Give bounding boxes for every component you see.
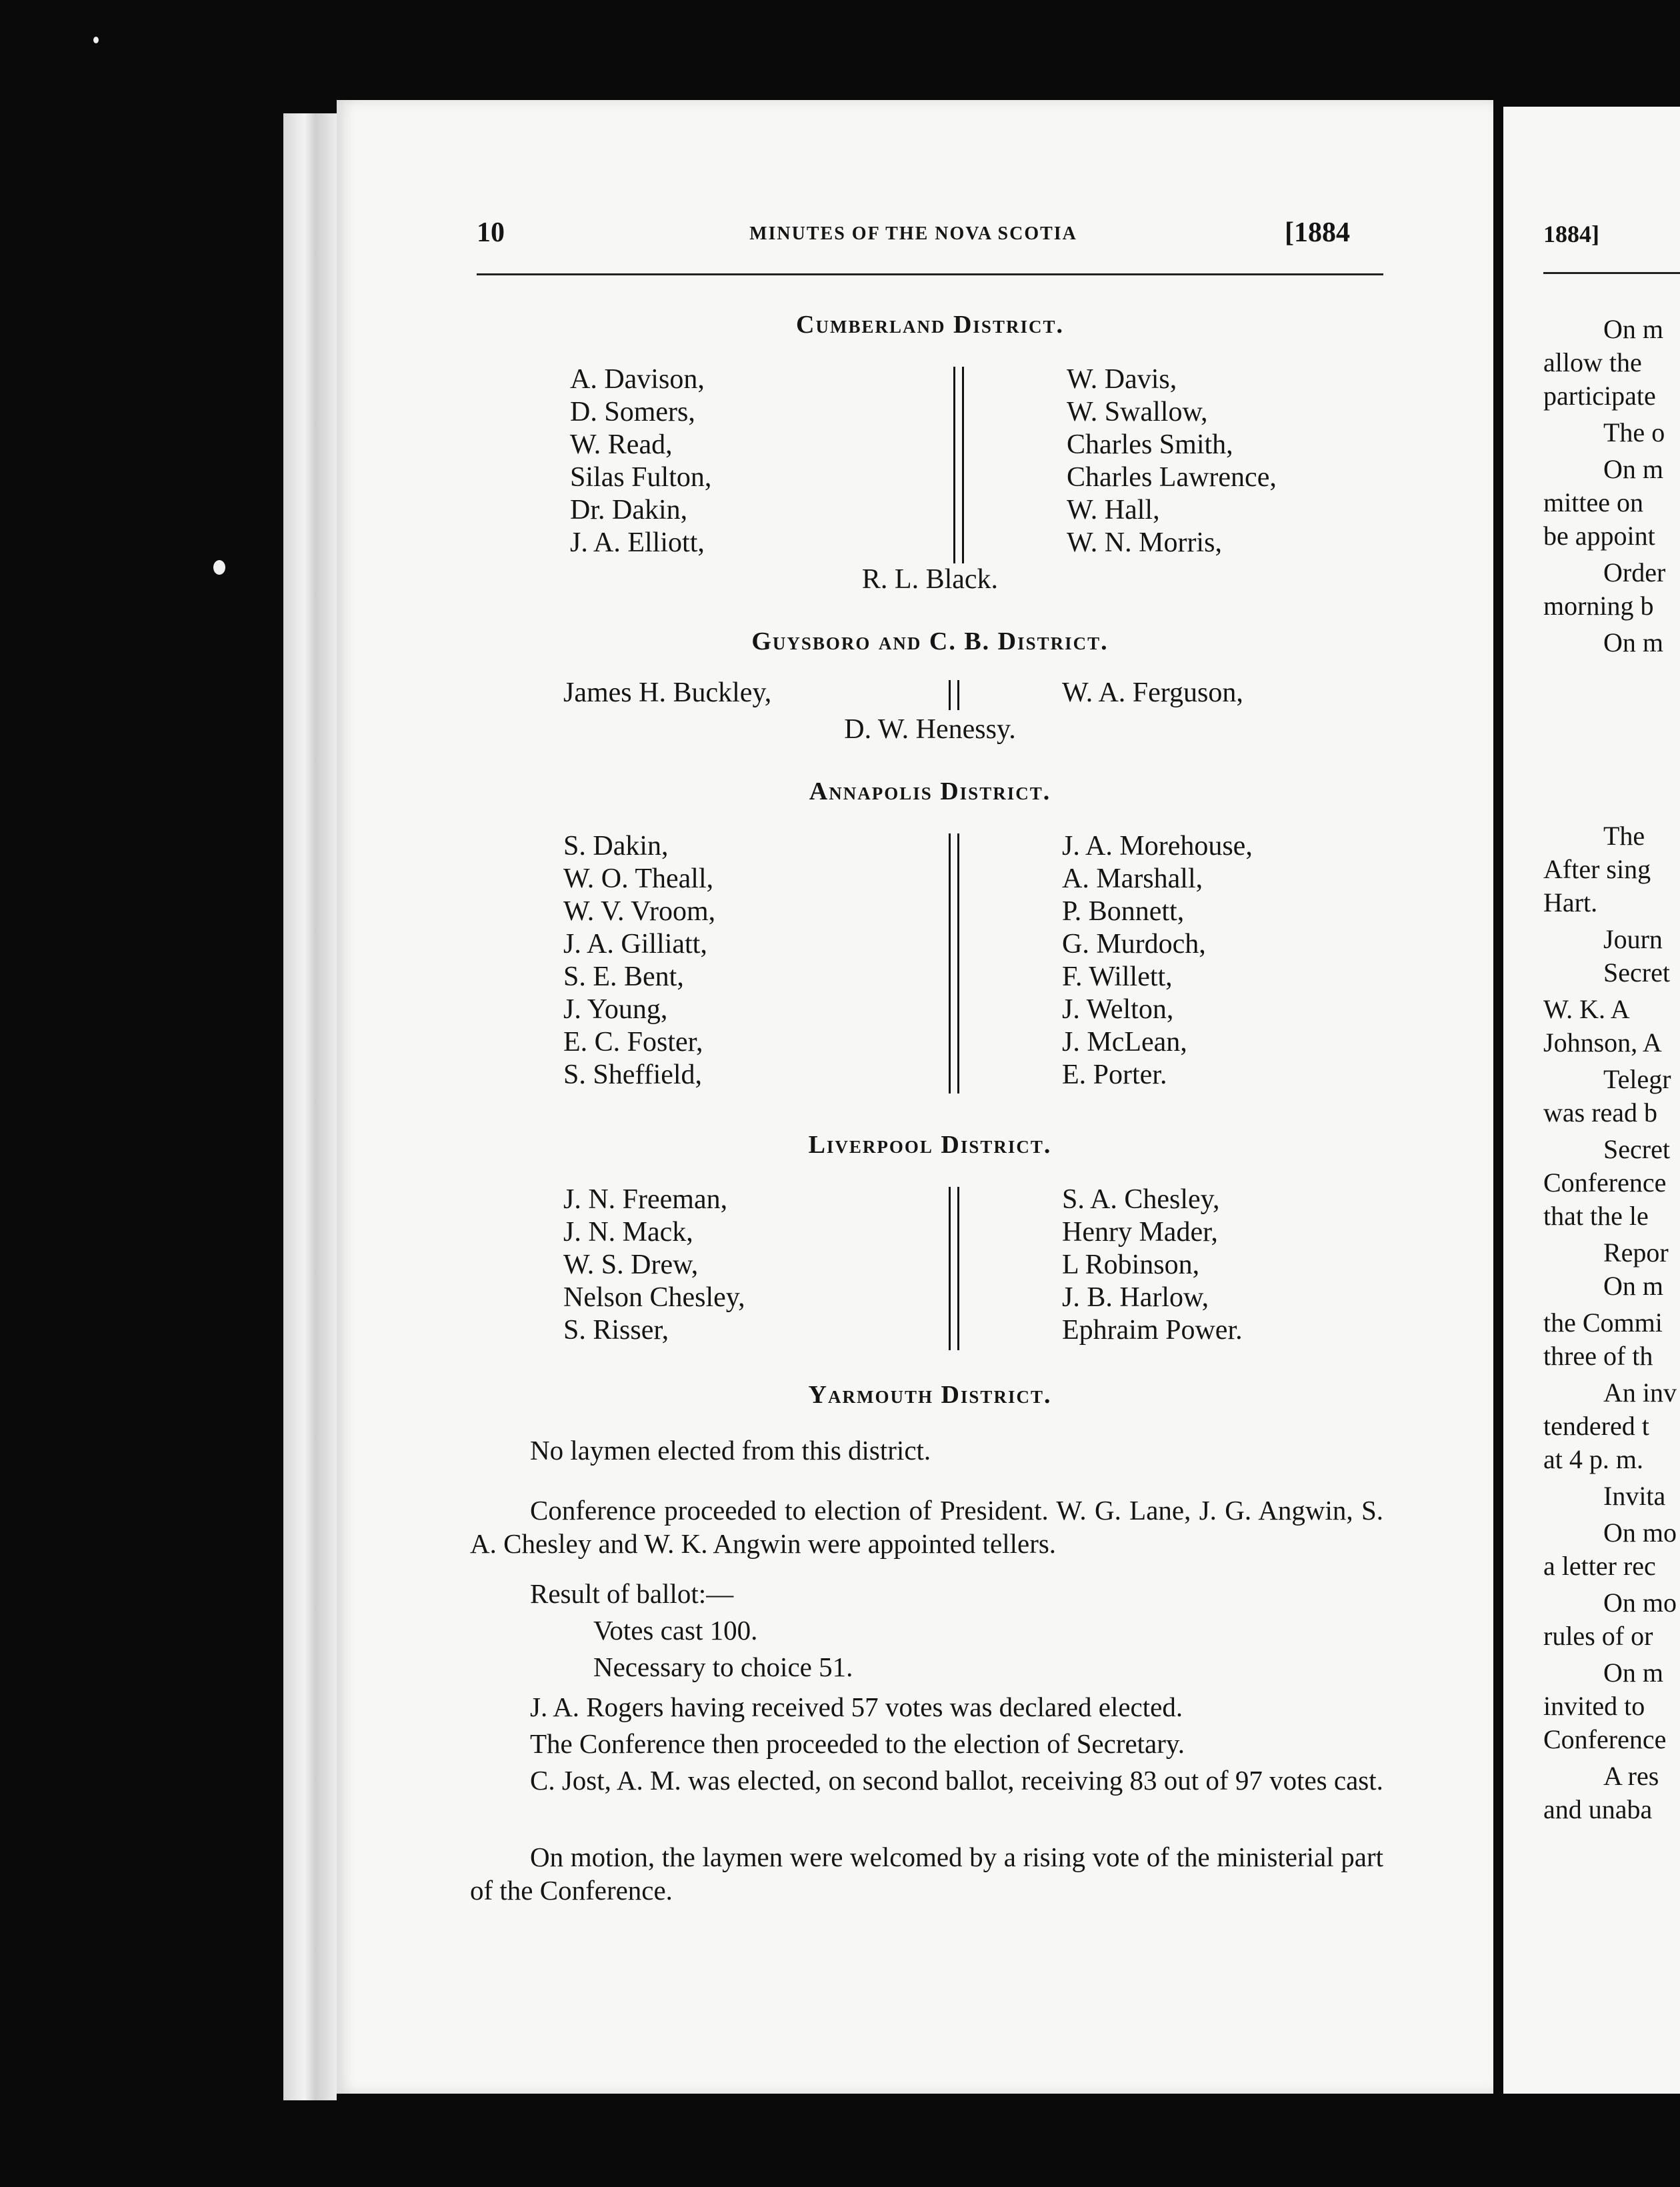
right-page-line: Secret [1603,1134,1670,1164]
right-page-line: The [1603,821,1645,851]
right-page-line: On m [1603,314,1663,344]
name-entry: P. Bonnett, [1062,896,1185,927]
name-entry: G. Murdoch, [1062,929,1206,959]
right-page-line: a letter rec [1543,1551,1656,1581]
no-laymen-line: No laymen elected from this district. [530,1435,931,1466]
name-entry: D. Somers, [570,397,695,427]
name-entry: W. Hall, [1067,495,1160,525]
name-entry: W. Swallow, [1067,397,1208,427]
guysboro-left-names [563,677,771,709]
page-number: 10 [477,217,505,248]
right-page-line: rules of or [1543,1621,1653,1651]
right-page-line: morning b [1543,591,1654,621]
running-header [477,217,1350,263]
name-entry: W. N. Morris, [1067,527,1222,558]
guysboro-right-names [1062,677,1243,709]
name-entry: S. Dakin, [563,831,669,861]
annapolis-right-names [1062,830,1253,1091]
name-entry: W. Davis, [1067,364,1177,395]
name-entry: James H. Buckley, [563,677,772,708]
name-entry: E. Porter. [1062,1059,1167,1090]
right-page-line: Order [1603,557,1666,587]
right-page-line: Secret [1603,957,1670,987]
right-page-line: Conference [1543,1724,1667,1754]
name-entry: S. Sheffield, [563,1059,703,1090]
guysboro-final-name: D. W. Henessy. [844,714,1016,745]
name-entry: A. Davison, [570,364,705,395]
name-entry: E. C. Foster, [563,1027,703,1057]
running-title: MINUTES OF THE NOVA SCOTIA [749,223,1077,244]
name-entry: A. Marshall, [1062,863,1203,894]
right-page-fragment [1503,107,1680,2094]
name-entry: W. A. Ferguson, [1062,677,1243,708]
jost-paragraph: C. Jost, A. M. was elected, on second ballot, receiving 83 out of 97 votes cast. [530,1765,1383,1796]
name-entry: Silas Fulton, [570,462,712,493]
name-entry: J. A. Morehouse, [1062,831,1253,861]
necessary-line: Necessary to choice 51. [593,1652,853,1682]
column-divider [953,367,964,563]
right-page-line: that the le [1543,1201,1649,1231]
book-page-edges [283,113,337,2100]
left-page [337,100,1493,2094]
liverpool-right-names [1062,1184,1243,1347]
right-page-line: On m [1603,1271,1663,1301]
name-entry: J. N. Freeman, [563,1184,728,1215]
annapolis-left-names [563,830,715,1091]
guysboro-title: Guysboro and C. B. District. [751,627,1109,655]
name-entry: J. Welton, [1062,994,1174,1025]
liverpool-left-names [563,1184,745,1347]
right-page-line: three of th [1543,1341,1653,1371]
right-page-line: On m [1603,627,1663,657]
right-page-line: The o [1603,417,1665,447]
cumberland-title: Cumberland District. [796,311,1064,339]
name-entry: Charles Smith, [1067,429,1233,460]
name-entry: J. McLean, [1062,1027,1187,1057]
right-page-line: Hart. [1543,887,1598,917]
right-page-line: and unaba [1543,1794,1653,1824]
name-entry: J. A. Elliott, [570,527,705,558]
right-page-line: Journ [1603,924,1663,954]
name-entry: S. E. Bent, [563,961,684,992]
right-page-year: 1884] [1543,221,1599,247]
right-page-line: participate [1543,381,1656,411]
scan-speck [213,560,225,575]
header-rule [477,273,1383,275]
cumberland-final-name: R. L. Black. [861,564,999,595]
right-page-line: On m [1603,454,1663,484]
right-page-line: at 4 p. m. [1543,1444,1643,1474]
right-page-line: tendered t [1543,1411,1649,1441]
right-page-line: Conference [1543,1168,1667,1198]
right-page-line: On mo [1603,1588,1677,1618]
name-entry: Charles Lawrence, [1067,462,1277,493]
annapolis-title: Annapolis District. [809,777,1051,805]
right-page-line: Johnson, A [1543,1027,1662,1057]
election-paragraph: Conference proceeded to election of President. W. G. Lane, J. G. Angwin, S. A. Chesley and W. K. Angwin were appointed tellers. [470,1495,1383,1559]
right-page-line: Telegr [1603,1064,1671,1094]
name-entry: J. A. Gilliatt, [563,929,707,959]
name-entry: J. Young, [563,994,668,1025]
motion-paragraph: On motion, the laymen were welcomed by a rising vote of the ministerial part of the Conference. [470,1842,1383,1906]
name-entry: W. V. Vroom, [563,896,716,927]
name-entry: W. O. Theall, [563,863,714,894]
name-entry: Dr. Dakin, [570,495,688,525]
name-entry: F. Willett, [1062,961,1173,992]
name-entry: Nelson Chesley, [563,1282,745,1313]
name-entry: W. S. Drew, [563,1250,699,1280]
secretary-line: The Conference then proceeded to the election of Secretary. [530,1728,1185,1759]
rogers-line: J. A. Rogers having received 57 votes was declared elected. [530,1692,1183,1722]
right-page-line: be appoint [1543,521,1655,551]
ballot-heading: Result of ballot:— [530,1578,734,1609]
right-page-line: Repor [1603,1238,1669,1268]
name-entry: S. A. Chesley, [1062,1184,1220,1215]
name-entry: S. Risser, [563,1315,669,1346]
right-page-line: the Commi [1543,1308,1663,1338]
right-page-rule [1543,272,1680,274]
cumberland-left-names [570,363,711,559]
name-entry: J. B. Harlow, [1062,1282,1209,1313]
right-page-line: A res [1603,1761,1659,1791]
scan-speck [93,37,99,43]
yarmouth-title: Yarmouth District. [808,1381,1052,1409]
right-page-line: An inv [1603,1378,1677,1408]
right-page-line: invited to [1543,1691,1645,1721]
votes-cast-line: Votes cast 100. [593,1615,758,1646]
header-year: [1884 [1285,217,1350,248]
name-entry: L Robinson, [1062,1250,1200,1280]
cumberland-right-names [1067,363,1277,559]
right-page-line: On mo [1603,1518,1677,1548]
right-page-line: On m [1603,1658,1663,1688]
right-page-line: allow the [1543,347,1642,377]
liverpool-title: Liverpool District. [808,1131,1052,1159]
right-page-line: Invita [1603,1481,1666,1511]
name-entry: Ephraim Power. [1062,1315,1243,1346]
right-page-line: After sing [1543,854,1651,884]
column-divider [949,833,959,1094]
right-page-line: was read b [1543,1098,1658,1128]
name-entry: Henry Mader, [1062,1217,1218,1248]
right-page-line: W. K. A [1543,994,1630,1024]
column-divider [949,1187,959,1350]
name-entry: W. Read, [570,429,673,460]
right-page-line: mittee on [1543,487,1643,517]
column-divider [949,680,959,710]
name-entry: J. N. Mack, [563,1217,693,1248]
